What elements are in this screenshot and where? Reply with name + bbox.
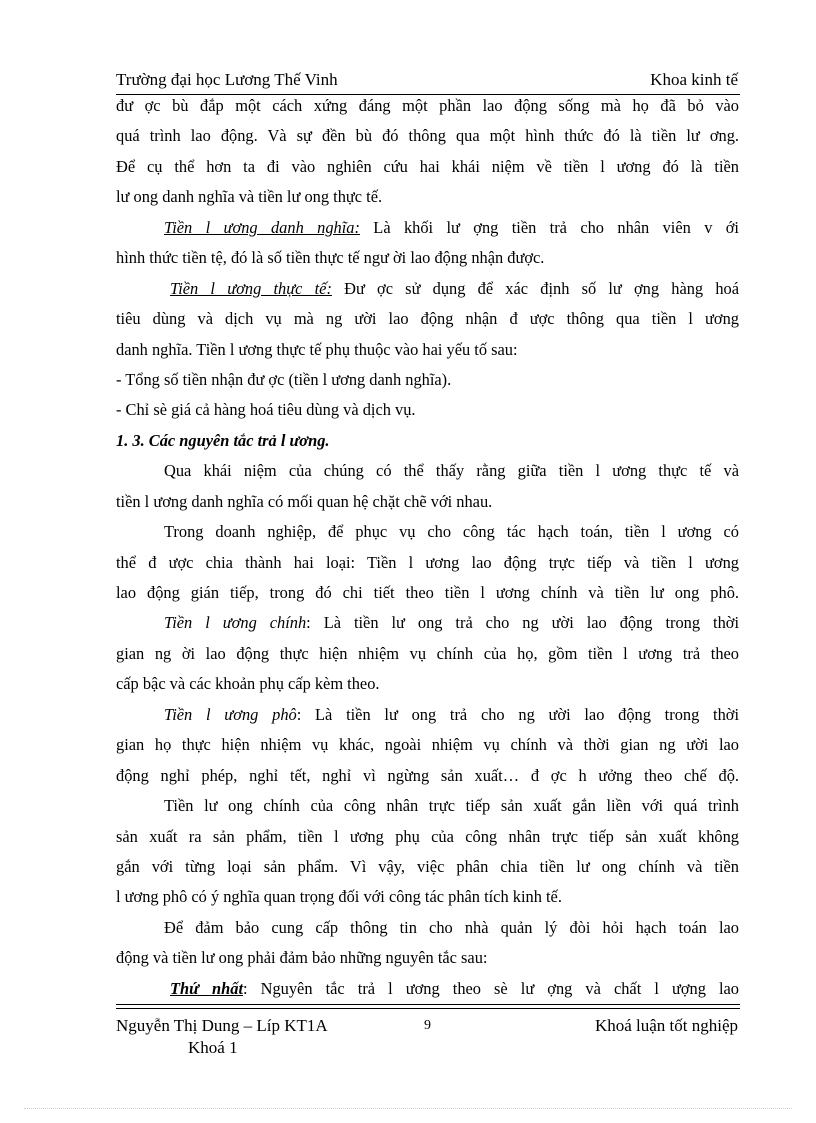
definition-real-wage [116, 274, 739, 304]
text-line: hình thức tiền tệ, đó là số tiền thực tế ngư ời lao động nhận được. [116, 248, 545, 268]
section-heading: 1. 3. Các nguyên tắc trả l ương. [116, 430, 330, 450]
term-main-wage: Tiền l ương chính [164, 613, 307, 633]
text-line: gắn với từng loại sản phẩm. Vì vậy, việc phân chia tiền lư ong chính và tiền [116, 856, 739, 876]
footer-author: Nguyễn Thị Dung – Líp KT1A [116, 1016, 328, 1035]
header-university: Trường đại học Lương Thế Vinh [116, 70, 338, 89]
bullet-item: - Tổng số tiền nhận đư ợc (tiền l ương danh nghĩa). [116, 369, 452, 389]
text-line: động nghỉ phép, nghỉ tết, nghỉ vì ngừng sản xuất… đ ợc h ưởng theo chế độ. [116, 765, 739, 785]
definition-nominal-wage [116, 213, 739, 243]
page-number: 9 [424, 1018, 431, 1033]
text-line: đư ợc bù đắp một cách xứng đáng một phần lao động sống mà họ đã bỏ vào [116, 96, 739, 115]
page-boundary [24, 1108, 792, 1109]
bullet-item: - Chỉ sè giá cả hàng hoá tiêu dùng và dịch vụ. [116, 400, 416, 420]
text-line: Tiền lư ong chính của công nhân trực tiếp sản xuất gắn liền với quá trình [164, 796, 739, 816]
text-line: sản xuất ra sản phẩm, tiền l ương phụ của công nhân trực tiếp sản xuất không [116, 826, 739, 846]
text-line: thể đ ược chia thành hai loại: Tiền l ương lao động trực tiếp và tiền l ương [116, 552, 739, 572]
definition-text: Đư ợc sử dụng để xác định số lư ợng hàng hoá [331, 278, 739, 298]
text-line: gian ng ời lao động thực hiện nhiệm vụ chính của họ, gồm tiền l ương trả theo [116, 643, 739, 663]
text-line: lao động gián tiếp, trong đó chi tiết theo tiền l ương chính và tiền lư ong phô. [116, 583, 739, 602]
text-line: lư ong danh nghĩa và tiền lư ong thực tế. [116, 187, 383, 207]
definition-text: Là khối lư ợng tiền trả cho nhân viên v ới [359, 217, 739, 237]
text-line: l ương phô có ý nghĩa quan trọng đối với công tác phân tích kinh tế. [116, 887, 562, 907]
text-line: Để đảm bảo cung cấp thông tin cho nhà quản lý đòi hỏi hạch toán lao [164, 917, 739, 937]
term-sub-wage: Tiền l ương phô [164, 704, 297, 724]
definition-sub-wage [116, 700, 739, 730]
definition-text: : Là tiền lư ong trả cho ng ười lao động trong thời [306, 613, 739, 633]
text-line: tiêu dùng và dịch vụ mà ng ười lao động nhận đ ược thông qua tiền l ương [116, 309, 739, 329]
text-line: danh nghĩa. Tiền l ương thực tế phụ thuộc vào hai yếu tố sau: [116, 339, 518, 359]
footer-cohort: Khoá 1 [188, 1038, 238, 1057]
document-body [116, 91, 739, 1004]
term-real-wage: Tiền l ương thực tế: [170, 278, 332, 298]
text-line: gian họ thực hiện nhiệm vụ khác, ngoài nhiệm vụ chính và thời gian ng ười lao [116, 735, 739, 755]
text-line: Qua khái niệm của chúng có thể thấy rằng giữa tiền l ương thực tế và [164, 461, 739, 481]
footer-divider [116, 1004, 740, 1005]
definition-main-wage [116, 608, 739, 638]
footer-thesis-label: Khoá luận tốt nghiệp [594, 1016, 738, 1035]
text-line: cấp bậc và các khoản phụ cấp kèm theo. [116, 674, 380, 694]
term-first: Thứ nhất [170, 978, 243, 998]
principle-text: : Nguyên tắc trả l ương theo sè lư ợng và chất l ượng lao [243, 978, 739, 998]
text-line: Để cụ thể hơn ta đi vào nghiên cứu hai khái niệm về tiền l ương đó là tiền [116, 156, 739, 176]
text-line: quá trình lao động. Và sự đền bù đó thông qua một hình thức đó là tiền lư ơng. [116, 126, 739, 146]
principle-first [116, 974, 739, 1004]
text-line: động và tiền lư ong phải đảm bảo những nguyên tắc sau: [116, 948, 488, 968]
text-line: Trong doanh nghiệp, để phục vụ cho công tác hạch toán, tiền l ương có [164, 522, 739, 542]
text-line: tiền l ương danh nghĩa có mối quan hệ chặt chẽ với nhau. [116, 491, 493, 511]
footer-divider [116, 1008, 740, 1009]
definition-text: : Là tiền lư ong trả cho ng ười lao động trong thời [296, 704, 739, 724]
header-faculty: Khoa kinh tế [650, 70, 738, 89]
term-nominal-wage: Tiền l ương danh nghĩa: [164, 217, 360, 237]
